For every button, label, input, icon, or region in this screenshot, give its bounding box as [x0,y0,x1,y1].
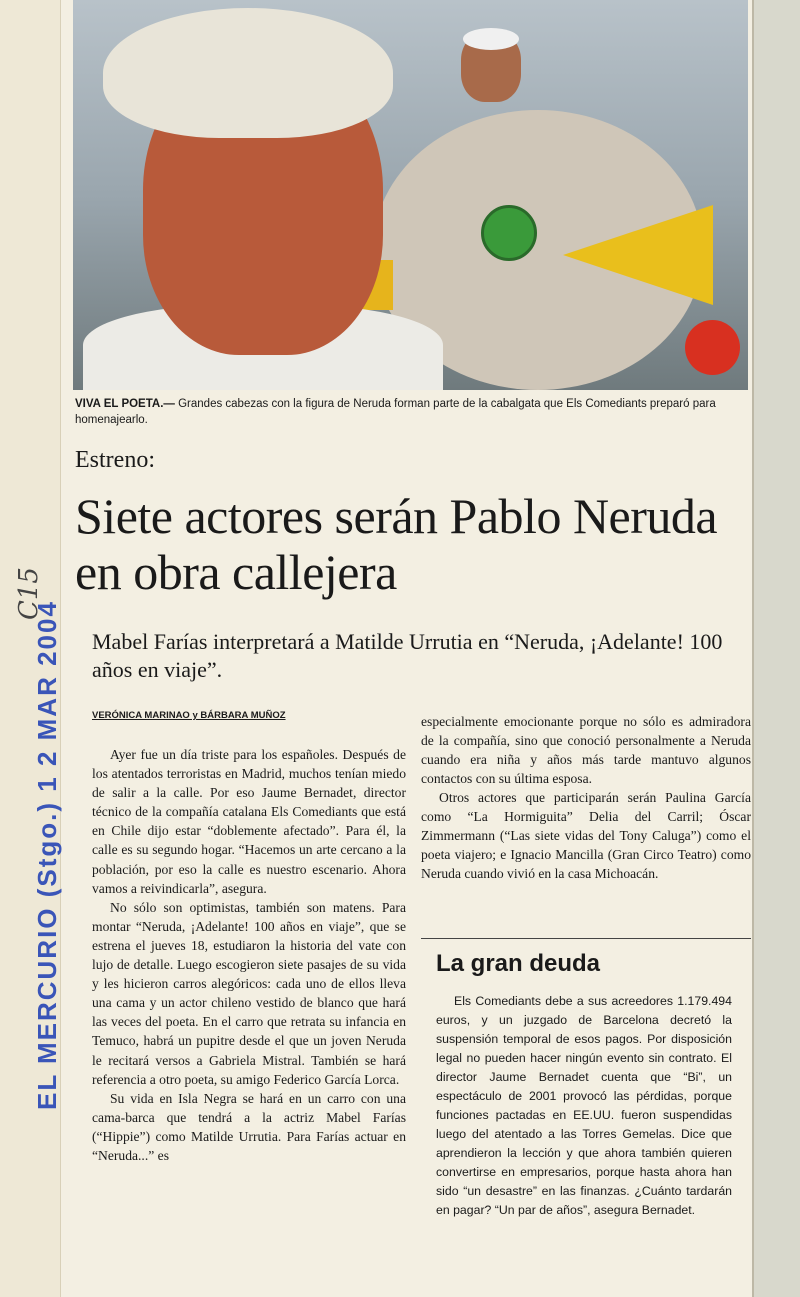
caption-text: Grandes cabezas con la figura de Neruda forman parte de la cabalgata que Els Comediants preparó para homenajearlo. [75,398,716,426]
green-button-eye [481,205,537,261]
paragraph: especialmente emocionante porque no sólo es admiradora de la compañía, sino que conoció personalmente a Neruda cuando era niña y años más tarde mantuvo algunos contactos con su última esposa. [421,714,751,786]
article-column-2 [421,712,751,883]
date-stamp [8,600,62,1110]
paragraph: Otros actores que participarán serán Paulina García como “La Hormiguita” Delia del Carril; Óscar Zimmermann (“Las siete vidas del Tony Caluga”) como el poeta viajero; e Ignacio Mancilla (Gran Circo Teatro) como Neruda cuando vivió en la casa Michoacán. [421,790,751,881]
sidebar-divider [421,938,751,939]
paragraph: Els Comediants debe a sus acreedores 1.179.494 euros, y un juzgado de Barcelona decretó la suspensión temporal de esos pagos. Por disposición legal no pueden hacer ningún evento sin contrato. El director Jaume Bernadet cuenta que “Bi”, un espectáculo de 2001 provocó las pérdidas, porque funciones pactadas en EE.UU. fueron suspendidas luego del atentado a las Torres Gemelas. Dice que aprendieron la lección y que ahora también quieren convertirse en empresarios, porque hasta ahora han sido “un desastre” en las finanzas. ¿Cuánto tardarán en pagar? “Un par de años”, asegura Bernadet. [436,994,732,1217]
archive-margin [0,0,61,1297]
deck: Mabel Farías interpretará a Matilde Urrutia en “Neruda, ¡Adelante! 100 años en viaje”. [92,629,723,682]
article-column-1 [92,745,406,1165]
caption-lead: VIVA EL POETA.— [75,398,175,410]
kicker: Estreno: [75,447,155,473]
sidebar-title: La gran deuda [436,950,601,977]
article-photo [73,0,748,390]
yellow-beak [563,205,713,305]
byline: VERÓNICA MARINAO y BÁRBARA MUÑOZ [92,710,286,721]
sidebar-body [436,992,732,1220]
paragraph: Su vida en Isla Negra se hará en un carro con una cama-barca que tendrá a la actriz Mabel Farías (“Hippie”) como Matilde Urrutia. Para Farías actuar en “Neruda...” es [92,1090,406,1163]
headline: Siete actores serán Pablo Neruda en obra callejera [75,488,718,600]
date-stamp-text: EL MERCURIO (Stgo.) 1 2 MAR 2004 [32,600,62,1110]
white-cap [103,8,393,138]
paragraph: No sólo son optimistas, también son matens. Para montar “Neruda, ¡Adelante! 100 años en viaje”, que se estrena el jueves 18, estudiaron la historia del vate con lujo de detalle. Luego escogieron siete pasajes de su vida y les hicieron carros alegóricos: cada uno de ellos lleva una cama y un actor chileno vestido de blanco que hará las veces del poeta. En el carro que retrata su infancia en Temuco, habrá un pupitre desde el que un joven Neruda le recitará versos a Gabriela Mistral. También se hará referencia a otro poeta, su amigo Federico García Lorca. [92,899,406,1087]
photo-caption [75,396,750,428]
handwritten-note: C15 [14,567,44,620]
paragraph: Ayer fue un día triste para los españoles. Después de los atentados terroristas en Madrid, muchos tenían miedo de salir a la calle. Por eso Jaume Bernadet, director técnico de la compañía catalana Els Comediants que está en Chile dijo estar “doblemente afectado”. Para él, la calle es su segundo hogar. “Hacemos un arte cercano a la población, por eso la calle es nuestro escenario. Ahora vamos a reivindicarla”, asegura. [92,747,406,896]
